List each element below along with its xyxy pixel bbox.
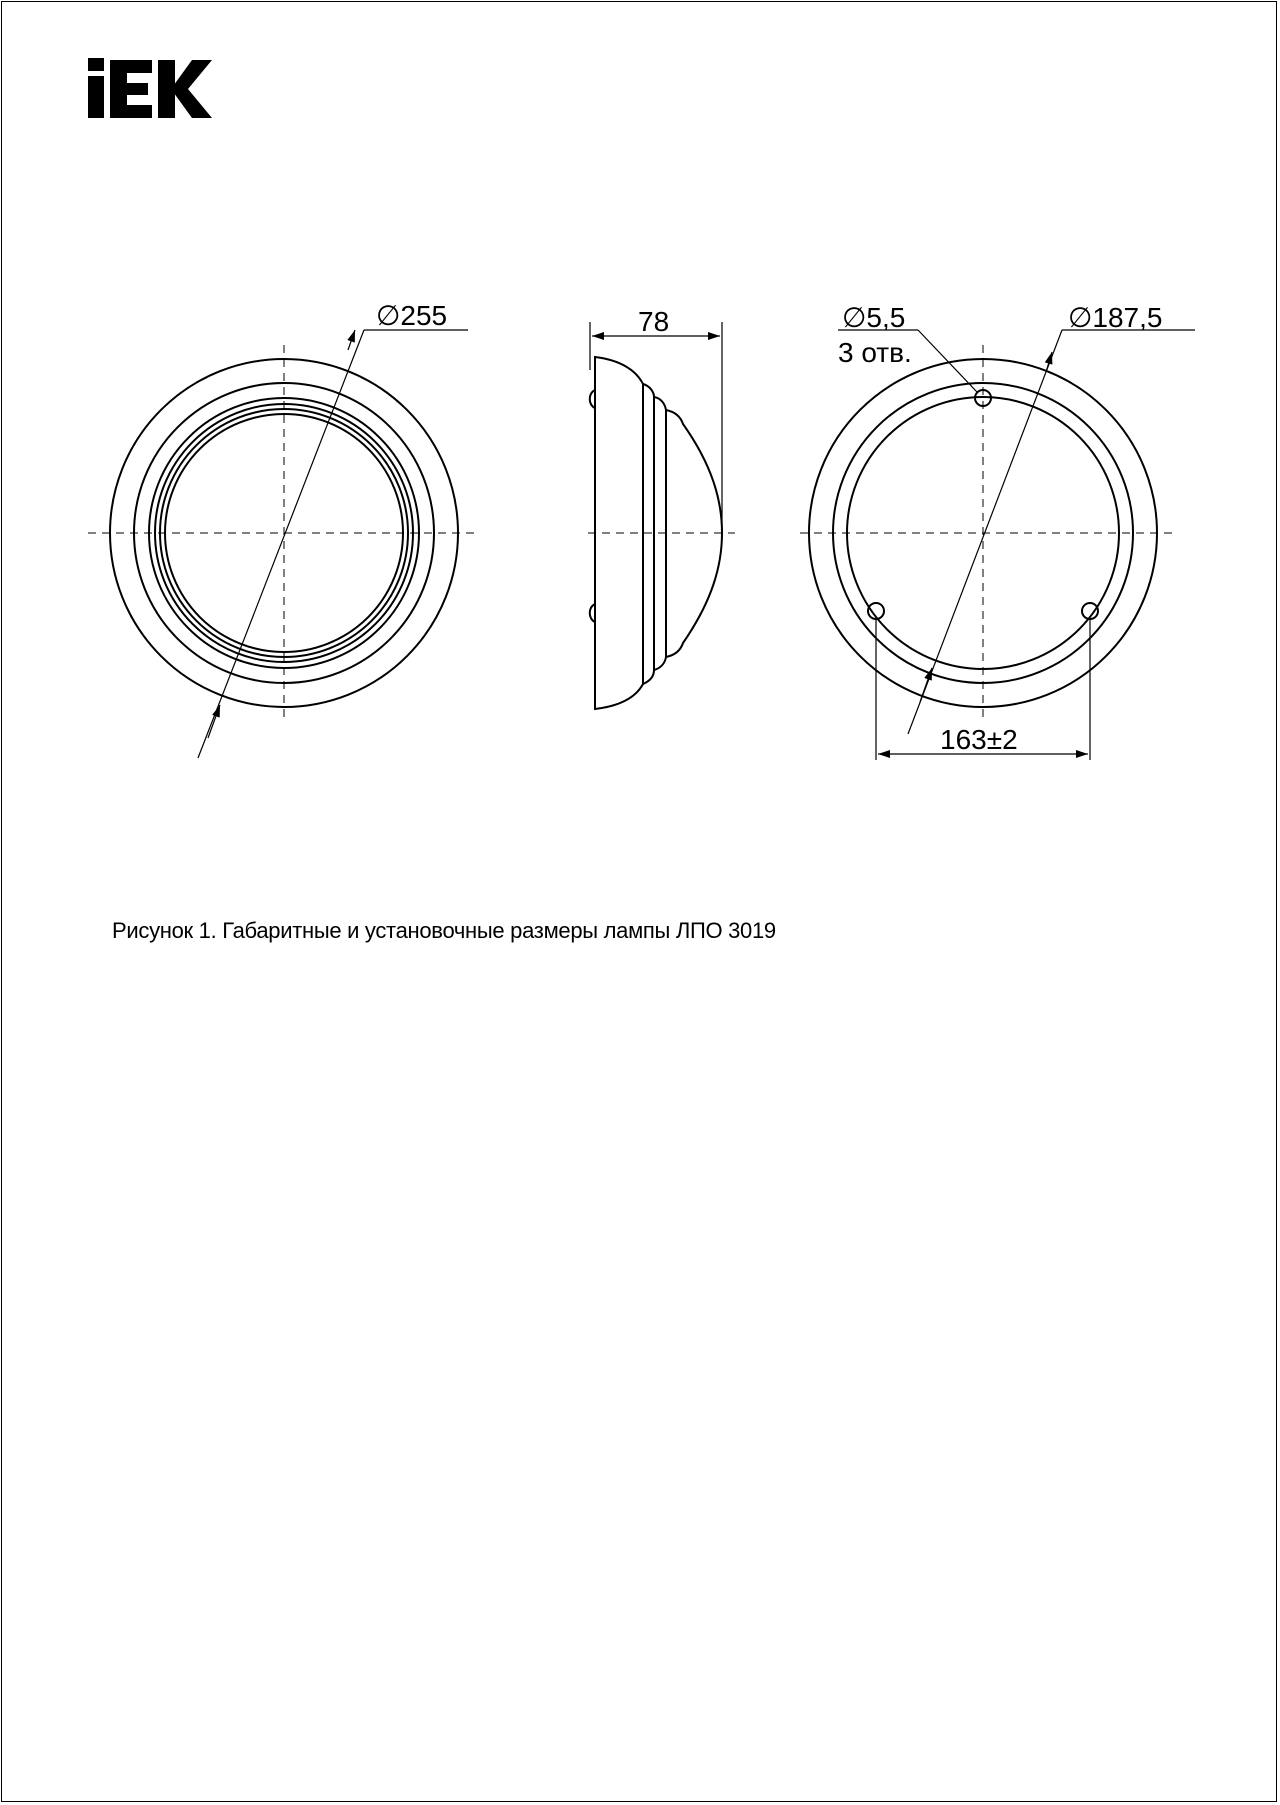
hole-count-label: 3 отв.: [838, 337, 912, 368]
hole-spacing-label: 163±2: [940, 724, 1018, 755]
front-view: [88, 300, 480, 758]
hole-diameter-label: ∅5,5: [842, 302, 906, 333]
iek-logo: [88, 58, 212, 118]
back-view: [800, 302, 1195, 760]
side-view: [588, 306, 735, 709]
front-diameter-label: ∅255: [376, 300, 448, 331]
mount-diameter-label: ∅187,5: [1068, 302, 1163, 333]
side-depth-label: 78: [638, 306, 670, 337]
figure-caption: Рисунок 1. Габаритные и установочные размеры лампы ЛПО 3019: [112, 918, 776, 943]
